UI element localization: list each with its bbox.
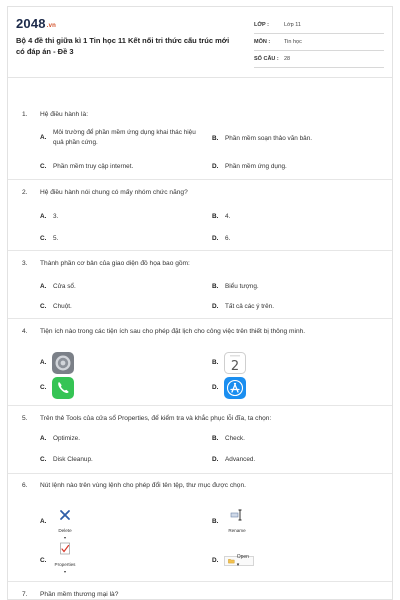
option-letter: D. <box>212 384 219 391</box>
properties-icon <box>59 542 71 555</box>
option-text: Phần mềm soạn thảo văn bản. <box>225 135 313 142</box>
question-number: 6. <box>22 482 28 489</box>
option-letter: C. <box>40 303 47 310</box>
document-header <box>8 7 392 77</box>
document-page <box>7 6 393 600</box>
meta-row-count <box>254 51 384 68</box>
question-number: 4. <box>22 328 28 335</box>
option-text: 6. <box>225 235 231 242</box>
option-letter: C. <box>40 163 47 170</box>
option-text: Môi trường để phần mềm ứng dụng khai thác hiệu quả phần cứng. <box>53 129 196 146</box>
question-text <box>22 327 382 336</box>
divider <box>8 77 392 78</box>
divider <box>8 581 392 582</box>
option-text: Advanced. <box>225 456 256 463</box>
option-letter: D. <box>212 456 219 463</box>
option-text: 5. <box>53 235 59 242</box>
divider <box>8 250 392 251</box>
option-text: Chuột. <box>53 303 72 310</box>
meta-key: LỚP : <box>254 22 269 28</box>
meta-key: MÔN : <box>254 39 271 45</box>
question-text <box>22 414 382 423</box>
option-letter: B. <box>212 213 219 220</box>
properties-ribbon-button <box>50 542 80 574</box>
option-letter: A. <box>40 518 47 525</box>
divider <box>8 473 392 474</box>
open-ribbon-button <box>224 556 254 566</box>
question-text <box>22 188 382 197</box>
option-letter: A. <box>40 213 47 220</box>
option-letter: B. <box>212 283 219 290</box>
divider <box>8 405 392 406</box>
option-letter: C. <box>40 235 47 242</box>
meta-value: Lớp 11 <box>284 22 301 28</box>
delete-ribbon-button <box>50 509 80 540</box>
option-letter: A. <box>40 435 47 442</box>
logo-brand: 2048 <box>16 16 46 31</box>
option-letter: C. <box>40 456 47 463</box>
calendar-day-number: 2 <box>230 359 240 374</box>
meta-value: 28 <box>284 56 291 62</box>
question-text <box>22 590 382 599</box>
divider <box>8 318 392 319</box>
question-number: 7. <box>22 591 28 598</box>
meta-key: SỐ CÂU : <box>254 56 279 62</box>
question-text <box>22 110 382 119</box>
option-text: Optimize. <box>53 435 80 442</box>
site-logo[interactable] <box>16 16 56 31</box>
option-text: Biểu tượng. <box>225 283 259 290</box>
option-text: Cửa sổ. <box>53 283 76 290</box>
option-text: Phần mềm ứng dụng. <box>225 163 287 170</box>
option-text: Check. <box>225 435 245 442</box>
option-letter: D. <box>212 557 219 564</box>
delete-icon <box>59 509 71 521</box>
option-letter: A. <box>40 134 47 141</box>
option-letter: B. <box>212 359 219 366</box>
settings-app-icon <box>52 352 74 374</box>
question-number: 2. <box>22 189 28 196</box>
option-letter: B. <box>212 135 219 142</box>
calendar-app-icon <box>224 352 246 374</box>
question-stem: Hệ điều hành nói chung có mấy nhóm chức năng? <box>40 189 188 196</box>
option-text: Tất cả các ý trên. <box>225 303 275 310</box>
option-letter: A. <box>40 283 47 290</box>
option-text: Phần mềm truy cập internet. <box>53 163 134 170</box>
option-letter: D. <box>212 163 219 170</box>
meta-row-subject <box>254 34 384 51</box>
question-stem: Thành phần cơ bản của giao diện đồ họa bao gồm: <box>40 260 190 267</box>
question-stem: Phần mềm thương mại là? <box>40 591 119 598</box>
option-text: 3. <box>53 213 59 220</box>
option-letter: D. <box>212 303 219 310</box>
ribbon-caption: Properties <box>54 562 76 567</box>
question-number: 5. <box>22 415 28 422</box>
divider <box>8 179 392 180</box>
meta-row-grade <box>254 17 384 34</box>
ribbon-caption: Open ▾ <box>236 554 249 568</box>
question-stem: Nút lệnh nào trên vùng lệnh cho phép đổi tên tệp, thư mục được chọn. <box>40 482 246 489</box>
meta-table <box>254 17 384 68</box>
question-number: 1. <box>22 111 28 118</box>
option-letter: B. <box>212 435 219 442</box>
document-title: Bộ 4 đề thi giữa kì 1 Tin học 11 Kết nối tri thức cấu trúc mới có đáp án - Đề 3 <box>16 36 230 56</box>
logo-suffix: .vn <box>46 23 57 29</box>
chevron-down-icon: ▾ <box>63 535 66 540</box>
ribbon-caption: Rename <box>228 528 246 533</box>
meta-value: Tin học <box>284 39 302 45</box>
option-text: 4. <box>225 213 231 220</box>
rename-icon <box>230 509 244 521</box>
option-letter: C. <box>40 384 47 391</box>
question-number: 3. <box>22 260 28 267</box>
option-letter: A. <box>40 359 47 366</box>
app-store-icon <box>224 377 246 399</box>
chevron-down-icon: ▾ <box>63 569 66 574</box>
question-text <box>22 481 382 490</box>
open-folder-icon <box>228 558 235 564</box>
ribbon-caption: Delete <box>58 528 72 533</box>
question-text <box>22 259 382 268</box>
phone-app-icon <box>52 377 74 399</box>
option-letter: D. <box>212 235 219 242</box>
option-letter: B. <box>212 518 219 525</box>
rename-ribbon-button <box>222 509 252 537</box>
question-stem: Trên thẻ Tools của cửa sổ Properties, để kiểm tra và khắc phục lỗi đĩa, ta chọn: <box>40 415 272 422</box>
option-text: Disk Cleanup. <box>53 456 93 463</box>
question-stem: Hệ điều hành là: <box>40 111 89 118</box>
option-letter: C. <box>40 557 47 564</box>
question-stem: Tiện ích nào trong các tiện ích sau cho phép đặt lịch cho công việc trên thiết bị thông minh. <box>40 328 306 335</box>
